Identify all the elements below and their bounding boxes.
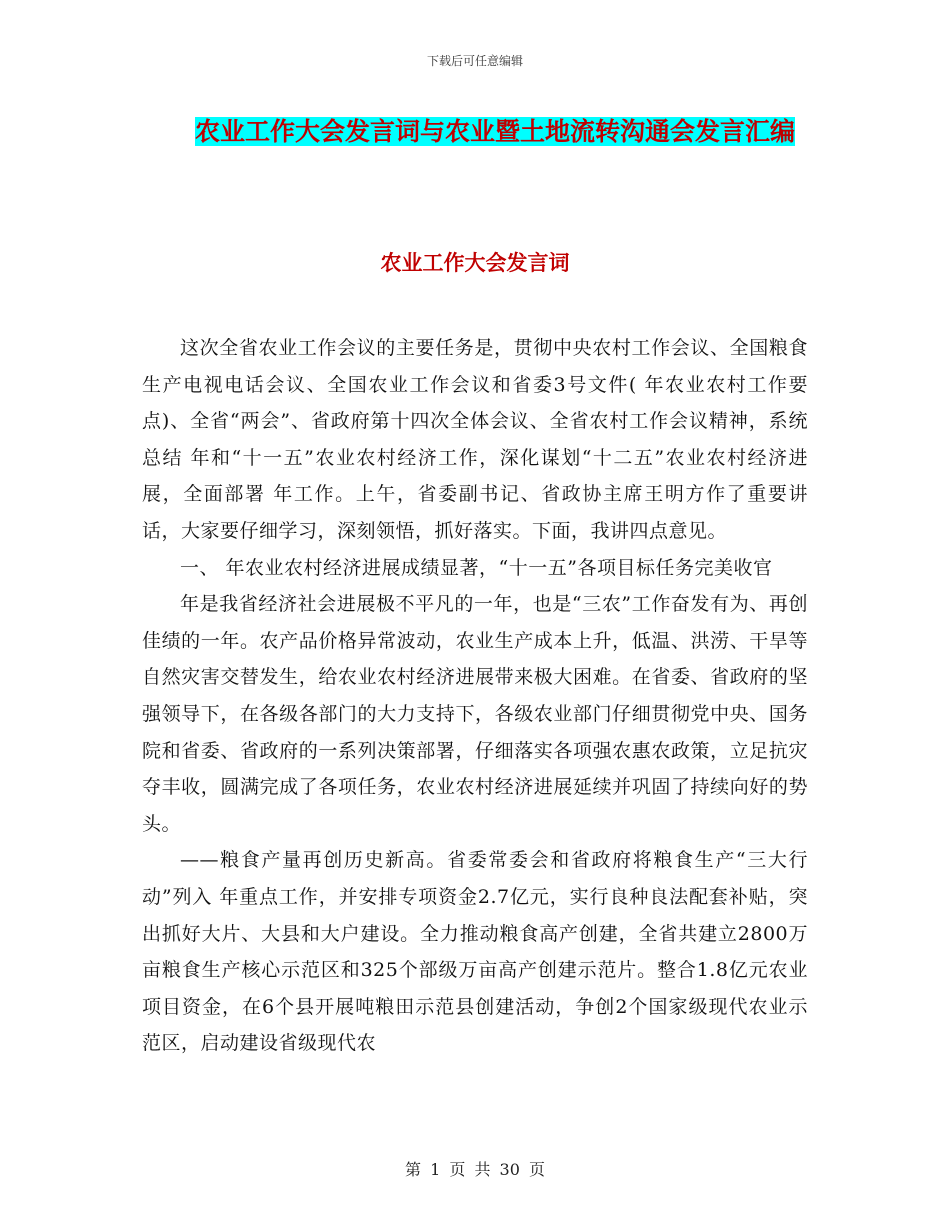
page-header-note: 下载后可任意编辑 [426,54,523,68]
paragraph: 一、 年农业农村经济进展成绩显著，“十一五”各项目标任务完美收官 [180,556,773,579]
paragraph: 年是我省经济社会进展极不平凡的一年，也是“三农”工作奋发有为、再创佳绩的一年。农产品价格异常波动，农业生产成本上升，低温、洪涝、干旱等自然灾害交替发生，给农业农村经济进展带来极大困难。在省委、省政府的坚强领导下，在各级各部门的大力支持下，各级农业部门仔细贯彻党中央、国务院和省委、省政府的一系列决策部署，仔细落实各项强农惠农政策，立足抗灾夺丰收，圆满完成了各项任务，农业农村经济进展延续并巩固了持续向好的势头。 [142,593,808,835]
section-title: 农业工作大会发言词 [380,250,570,275]
document-title [150,108,840,155]
paragraph: ——粮食产量再创历史新高。省委常委会和省政府将粮食生产“三大行动”列入 年重点工作，并安排专项资金2.7亿元，实行良种良法配套补贴，突出抓好大片、大县和大户建设。全力推动粮食高产创建，全省共建立2800万亩粮食生产核心示范区和325个部级万亩高产创建示范片。整合1.8亿元农业项目资金，在6个县开展吨粮田示范县创建活动，争创2个国家级现代农业示范区，启动建设省级现代农 [142,849,808,1055]
document-title-text: 农业工作大会发言词与农业暨土地流转沟通会发言汇编 [194,117,795,146]
paragraph: 这次全省农业工作会议的主要任务是，贯彻中央农村工作会议、全国粮食生产电视电话会议、全国农业工作会议和省委3号文件( 年农业农村工作要点)、全省“两会”、省政府第十四次全体会议、全省农村工作会议精神，系统总结 年和“十一五”农业农村经济工作，深化谋划“十二五”农业农村经济进展，全面部署 年工作。上午，省委副书记、省政协主席王明方作了重要讲话，大家要仔细学习，深刻领悟，抓好落实。下面，我讲四点意见。 [142,337,808,542]
body-text [142,330,808,1062]
page-footer: 第 1 页 共 30 页 [405,1160,545,1179]
